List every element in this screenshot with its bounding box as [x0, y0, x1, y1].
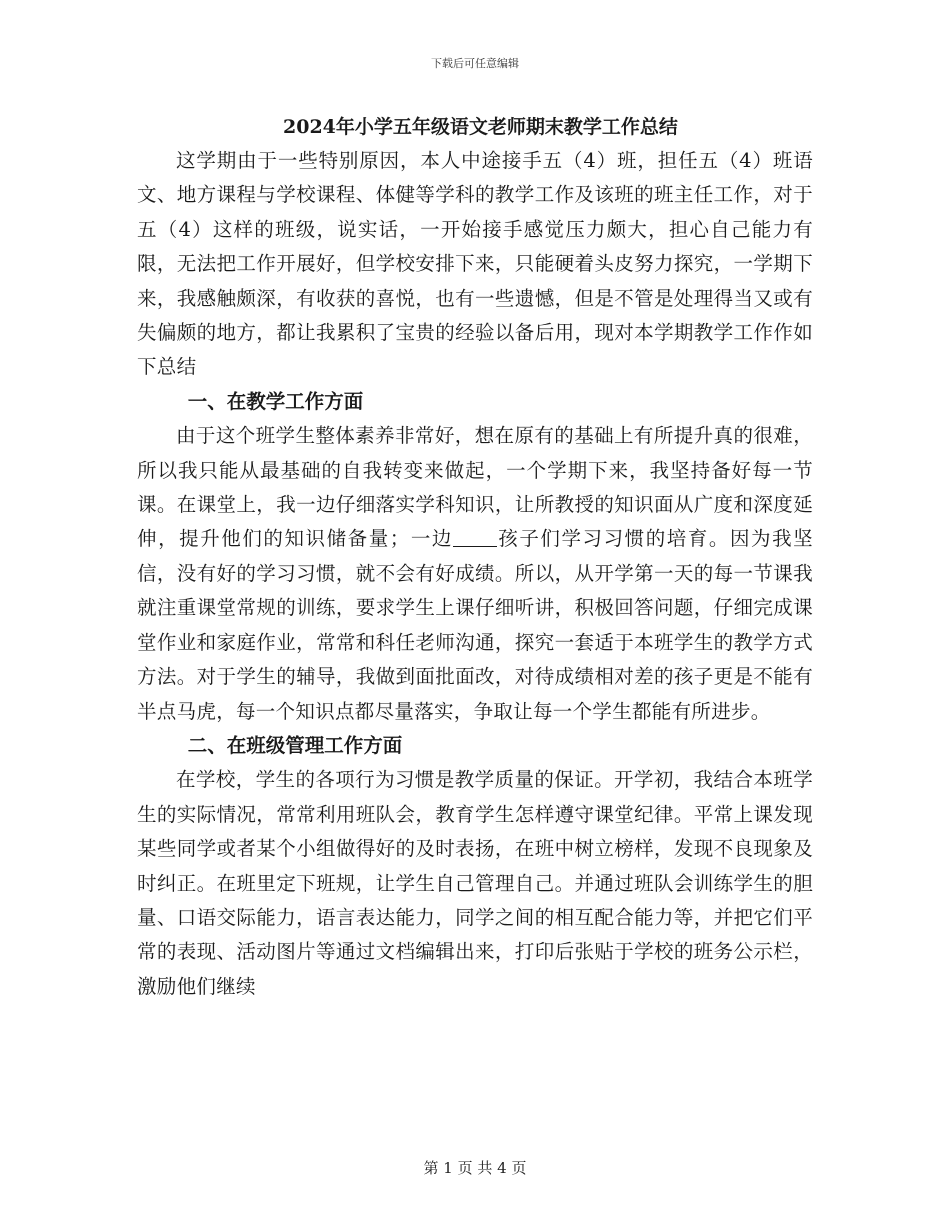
fill-in-blank	[453, 528, 497, 547]
teaching-text-part2: 孩子们学习习惯的培育。因为我坚信，没有好的学习习惯，就不会有好成绩。所以，从开学第一天的每一节课我就注重课堂常规的训练，要求学生上课仔细听讲，积极回答问题，仔细完成课堂作业和家庭作业，常常和科任老师沟通，探究一套适于本班学生的教学方式方法。对于学生的辅导，我做到面批面改，对待成绩相对差的孩子更是不能有半点马虎，每一个知识点都尽量落实，争取让每一个学生都能有所进步。	[137, 527, 813, 723]
document-body	[137, 110, 813, 1004]
document-title: 2024年小学五年级语文老师期末教学工作总结	[283, 116, 678, 138]
page-header-note: 下载后可任意编辑	[431, 57, 519, 70]
section-heading-class-management: 二、在班级管理工作方面	[187, 733, 403, 757]
section-heading-teaching: 一、在教学工作方面	[187, 389, 364, 413]
intro-paragraph: 这学期由于一些特别原因，本人中途接手五（4）班，担任五（4）班语文、地方课程与学校课程、体健等学科的教学工作及该班的班主任工作，对于五（4）这样的班级，说实话，一开始接手感觉压力颇大，担心自己能力有限，无法把工作开展好，但学校安排下来，只能硬着头皮努力探究，一学期下来，我感触颇深，有收获的喜悦，也有一些遗憾，但是不管是处理得当又或有失偏颇的地方，都让我累积了宝贵的经验以备后用，现对本学期教学工作作如下总结	[137, 149, 813, 379]
page-number: 第 1 页 共 4 页	[423, 1159, 527, 1177]
teaching-text-part1: 由于这个班学生整体素养非常好，想在原有的基础上有所提升真的很难，所以我只能从最基础的自我转变来做起，一个学期下来，我坚持备好每一节课。在课堂上，我一边仔细落实学科知识，让所教授的知识面从广度和深度延伸，提升他们的知识储备量；一边	[137, 424, 813, 551]
class-management-paragraph: 在学校，学生的各项行为习惯是教学质量的保证。开学初，我结合本班学生的实际情况，常常利用班队会，教育学生怎样遵守课堂纪律。平常上课发现某些同学或者某个小组做得好的及时表扬，在班中树立榜样，发现不良现象及时纠正。在班里定下班规，让学生自己管理自己。并通过班队会训练学生的胆量、口语交际能力，语言表达能力，同学之间的相互配合能力等，并把它们平常的表现、活动图片等通过文档编辑出来，打印后张贴于学校的班务公示栏，激励他们继续	[137, 768, 813, 998]
teaching-paragraph	[137, 419, 813, 729]
